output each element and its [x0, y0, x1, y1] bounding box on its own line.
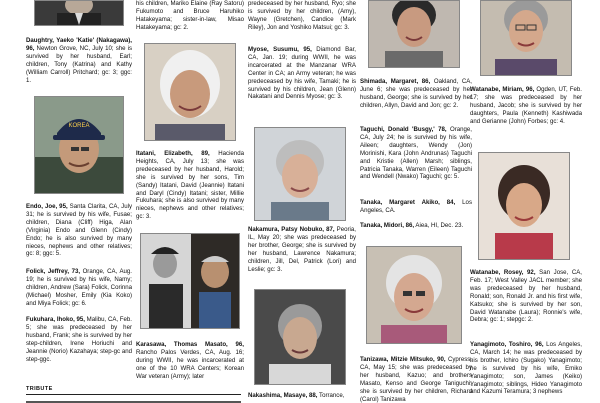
- obituary-tanaka-midori: Tanaka, Midori, 86, Aiea, HI, Dec. 23.: [360, 222, 464, 229]
- photo-nakashima: [254, 289, 346, 385]
- tribute-label: TRIBUTE: [26, 386, 53, 392]
- cap-lettering: KOREA: [68, 123, 90, 129]
- obituary-fukuhara: Fukuhara, Ihoko, 95, Malibu, CA, Feb. 5; she was predeceased by her husband, Frank; she is survived by her step-children, Irene Horiuchi and Jeannie (Norio) Kazahaya; step-gc and step-ggc.: [26, 316, 132, 363]
- photo-tanizawa: [366, 246, 462, 344]
- obituary-watanabe-miriam: Watanabe, Miriam, 96, Ogden, UT, Feb. 17; she was predeceased by her husband, Jacob; she is survived by her daughters, Paula (Kenneth) Kashiwada and Gerianne (John) Forbes; gc: 4.: [470, 86, 582, 125]
- obituary-folick: Folick, Jeffrey, 73, Orange, CA, Aug. 19; he is survived by his wife, Namy; children, Andrew (Sara) Folick, Corinna (Michael) Mosher, Emily (Kia Koko) and Miya Folick; gc: 6.: [26, 268, 133, 307]
- photo-karasawa: [140, 233, 240, 329]
- obituary-taguchi: Taguchi, Donald 'Busgy,' 78, Orange, CA, July 24; he is survived by his wife, Aileen; daughters, Wendy (Jon) Morinishi, Kara (John Andrunas) Taguchi and Kristie (Allen) Marsh; siblings, Patricia Tanaka, Warren (Eileen) Taguchi and Wendell (Nwako) Taguchi; gc: 5.: [360, 126, 473, 181]
- obituary-myose: Myose, Susumu, 95, Diamond Bar, CA, Jan. 19; during WWII, he was incarcerated at the Manzanar WRA Center in CA; an Army veteran; he was predeceased by his wife, Tamaki; he is survived by his children, Jean (Glenn) Nakatani and Dennis Myose; gc: 3.: [248, 46, 356, 101]
- photo-watanabe-rosey: [478, 152, 570, 260]
- obituary-daughtry: Daughtry, Yaeko 'Katie' (Nakagawa), 96, Newton Grove, NC, July 10; she is survived by her husband, Earl; children, Tony (Katrina) and Kathy (William Carroll) Pritchard; gc: 3; ggc: 1.: [26, 37, 132, 84]
- obituary-shimada: Shimada, Margaret, 86, Oakland, CA, June 6; she was predeceased by her husband, George; she is survived by her children, Allyn, David and Jon; gc: 2.: [360, 78, 472, 109]
- obituary-continued-top-3: predeceased by her husband, Ryo; she is survived by her children, (Amy), Wayne (Gretchen), Candice (Mark Riley), Jon and Yoshiko Matsui; gc: 3.: [248, 0, 356, 31]
- obituary-karasawa: Karasawa, Thomas Masato, 96, Rancho Palos Verdes, CA, Aug. 16; during WWII, he was incarcerated at one of the 10 WRA Centers; Korean War veteran (Army); later: [136, 341, 244, 380]
- obituary-itatani: Itatani, Elizabeth, 89, Hacienda Heights, CA, July 13; she was predeceased by her husband, Harold; she is survived by her sons, Tim (Sandy) Itatani, David (Jeannie) Itatani and Daryl (Cindy) Itatani; sister, Millie Fukuhara; she is also survived by many nieces, nephews and other relatives; gc: 3.: [136, 150, 244, 221]
- obituary-tanizawa: Tanizawa, Mitzie Mitsuko, 90, Cypress, CA, May 15; she was predeceased by her husband, Kazuo; and brothers Masato, Kenso and George Taniguchi; she is survived by her children, Richard (Carol) Tanizawa: [360, 356, 472, 403]
- photo-endo: [34, 96, 124, 194]
- obituary-endo: Endo, Joe, 95, Santa Clarita, CA, July 31; he is survived by his wife, Fusae; children, Diana (Cliff) Higa, Alan (Virginia) Endo and Glenn (Cindy) Endo; he is also survived by many nieces, nephews and other relatives; gc: 8; ggc: 5.: [26, 203, 132, 258]
- photo-top-left: [34, 0, 124, 26]
- obituary-nakashima: Nakashima, Masaye, 88, Torrance,: [248, 392, 345, 399]
- photo-itatani: [144, 43, 236, 141]
- obituary-tanaka-margaret: Tanaka, Margaret Akiko, 84, Los Angeles, CA.: [360, 199, 472, 214]
- photo-watanabe-miriam: [480, 0, 572, 76]
- photo-shimada: [368, 0, 460, 68]
- photo-nakamura: [254, 127, 346, 221]
- tribute-divider: [26, 394, 241, 395]
- obituary-watanabe-rosey: Watanabe, Rosey, 92, San Jose, CA, Feb. 17; West Valley JACL member; she was predeceased by her husband, Ronald; son, Ronald Jr. and his first wife, Katsuko; she is survived by her son, David Watanabe (Laura); Ronnie's wife, Debra; gc: 1; stepgc: 2.: [470, 269, 582, 324]
- obituary-yanagimoto: Yanagimoto, Toshiro, 96, Los Angeles, CA, March 14; he was predeceased by his brother, Ichiro (Sugako) Yanagimoto; he is survived by his wife, Emiko Yanagimoto; son, James (Keiko) Yanagimoto; siblings, Hideo Yanagimoto and Kazumi Teramura; 3 nephews: [470, 341, 583, 396]
- obituary-continued-top: his children, Mariko Elaine (Ray Satoru) Fukumoto and Bruce Haruhiko Hatakeyama; sister-in-law, Misao Hatakeyama; gc: 2.: [136, 0, 244, 31]
- obituary-nakamura: Nakamura, Patsy Nobuko, 87, Peoria, IL, May 20; she was predeceased by her brother, George; she is survived by her husband, Lawrence Nakamura; children, Jill, Del, Patrick (Lori) and Leslie; gc: 3.: [248, 226, 356, 273]
